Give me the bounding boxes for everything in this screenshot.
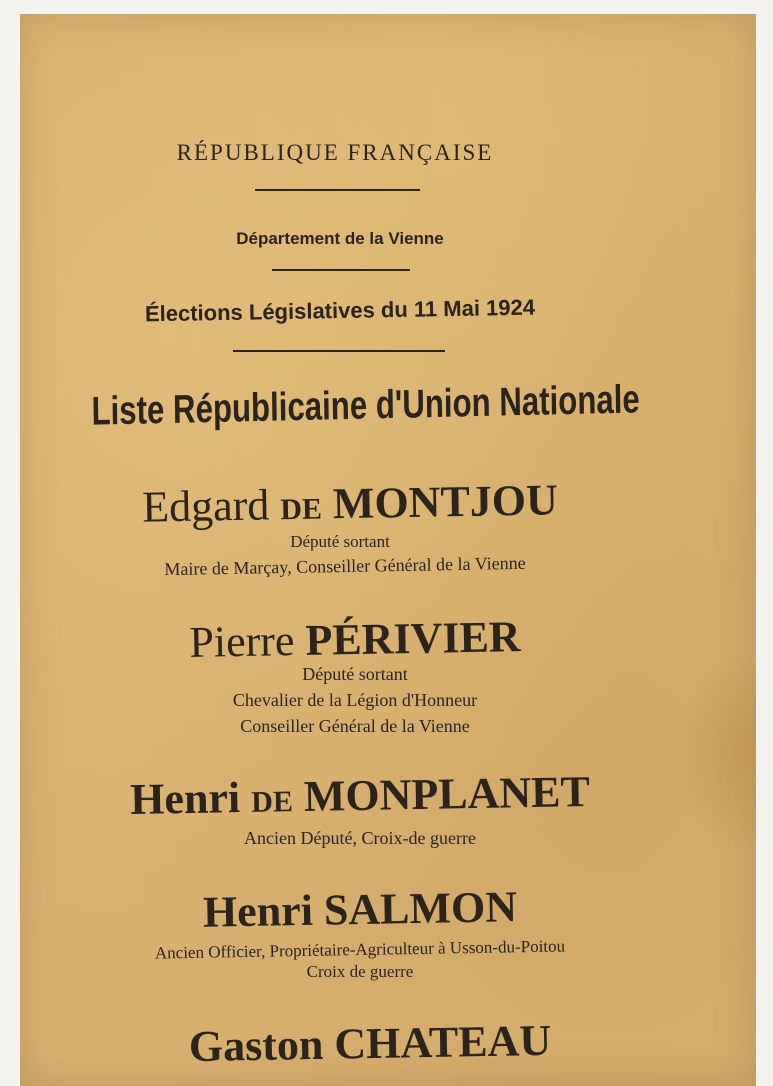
divider-1 xyxy=(255,189,420,191)
candidate-name xyxy=(150,1014,591,1073)
candidate-particle: DE xyxy=(250,785,294,819)
candidate-detail: Ancien Officier, Propriétaire-Agriculteur à Usson-du-Poitou xyxy=(154,936,566,963)
candidate-last-name: MONTJOU xyxy=(332,475,559,529)
candidate-particle: DE xyxy=(280,492,323,527)
candidate-last-name: MONPLANET xyxy=(303,766,591,821)
candidate-detail: Maire de Marçay, Conseiller Général de la Vienne xyxy=(164,552,526,580)
candidate-detail: Conseiller Général de la Vienne xyxy=(240,716,470,736)
list-title: Liste Républicaine d'Union Nationale xyxy=(91,377,641,434)
candidate-detail: Chevalier de la Légion d'Honneur xyxy=(232,690,478,710)
candidate-name xyxy=(90,473,611,533)
candidate-last-name: SALMON xyxy=(323,882,518,935)
candidate-detail: Croix de guerre xyxy=(306,962,414,981)
republic-heading: RÉPUBLIQUE FRANÇAISE xyxy=(176,140,494,165)
candidate-detail: Ancien Député, Croix-de guerre xyxy=(244,828,476,848)
candidate-name xyxy=(140,610,571,668)
paper-stain xyxy=(676,654,756,854)
candidate-first-name: Pierre xyxy=(188,616,295,667)
candidate-last-name: PÉRIVIER xyxy=(305,612,522,665)
candidate-name xyxy=(80,765,641,826)
election-heading: Élections Législatives du 11 Mai 1924 xyxy=(144,294,536,327)
divider-3 xyxy=(233,350,445,352)
candidate-first-name: Henri xyxy=(129,773,241,825)
candidate-first-name: Gaston xyxy=(188,1019,324,1072)
candidate-last-name: CHATEAU xyxy=(333,1015,552,1069)
department-heading: Département de la Vienne xyxy=(236,229,444,248)
candidate-first-name: Edgard xyxy=(141,480,270,532)
candidate-first-name: Henri xyxy=(202,885,314,937)
candidate-name xyxy=(140,880,581,939)
candidate-detail: Député sortant xyxy=(290,532,390,551)
candidate-detail: Député sortant xyxy=(302,664,408,684)
divider-2 xyxy=(272,269,410,271)
